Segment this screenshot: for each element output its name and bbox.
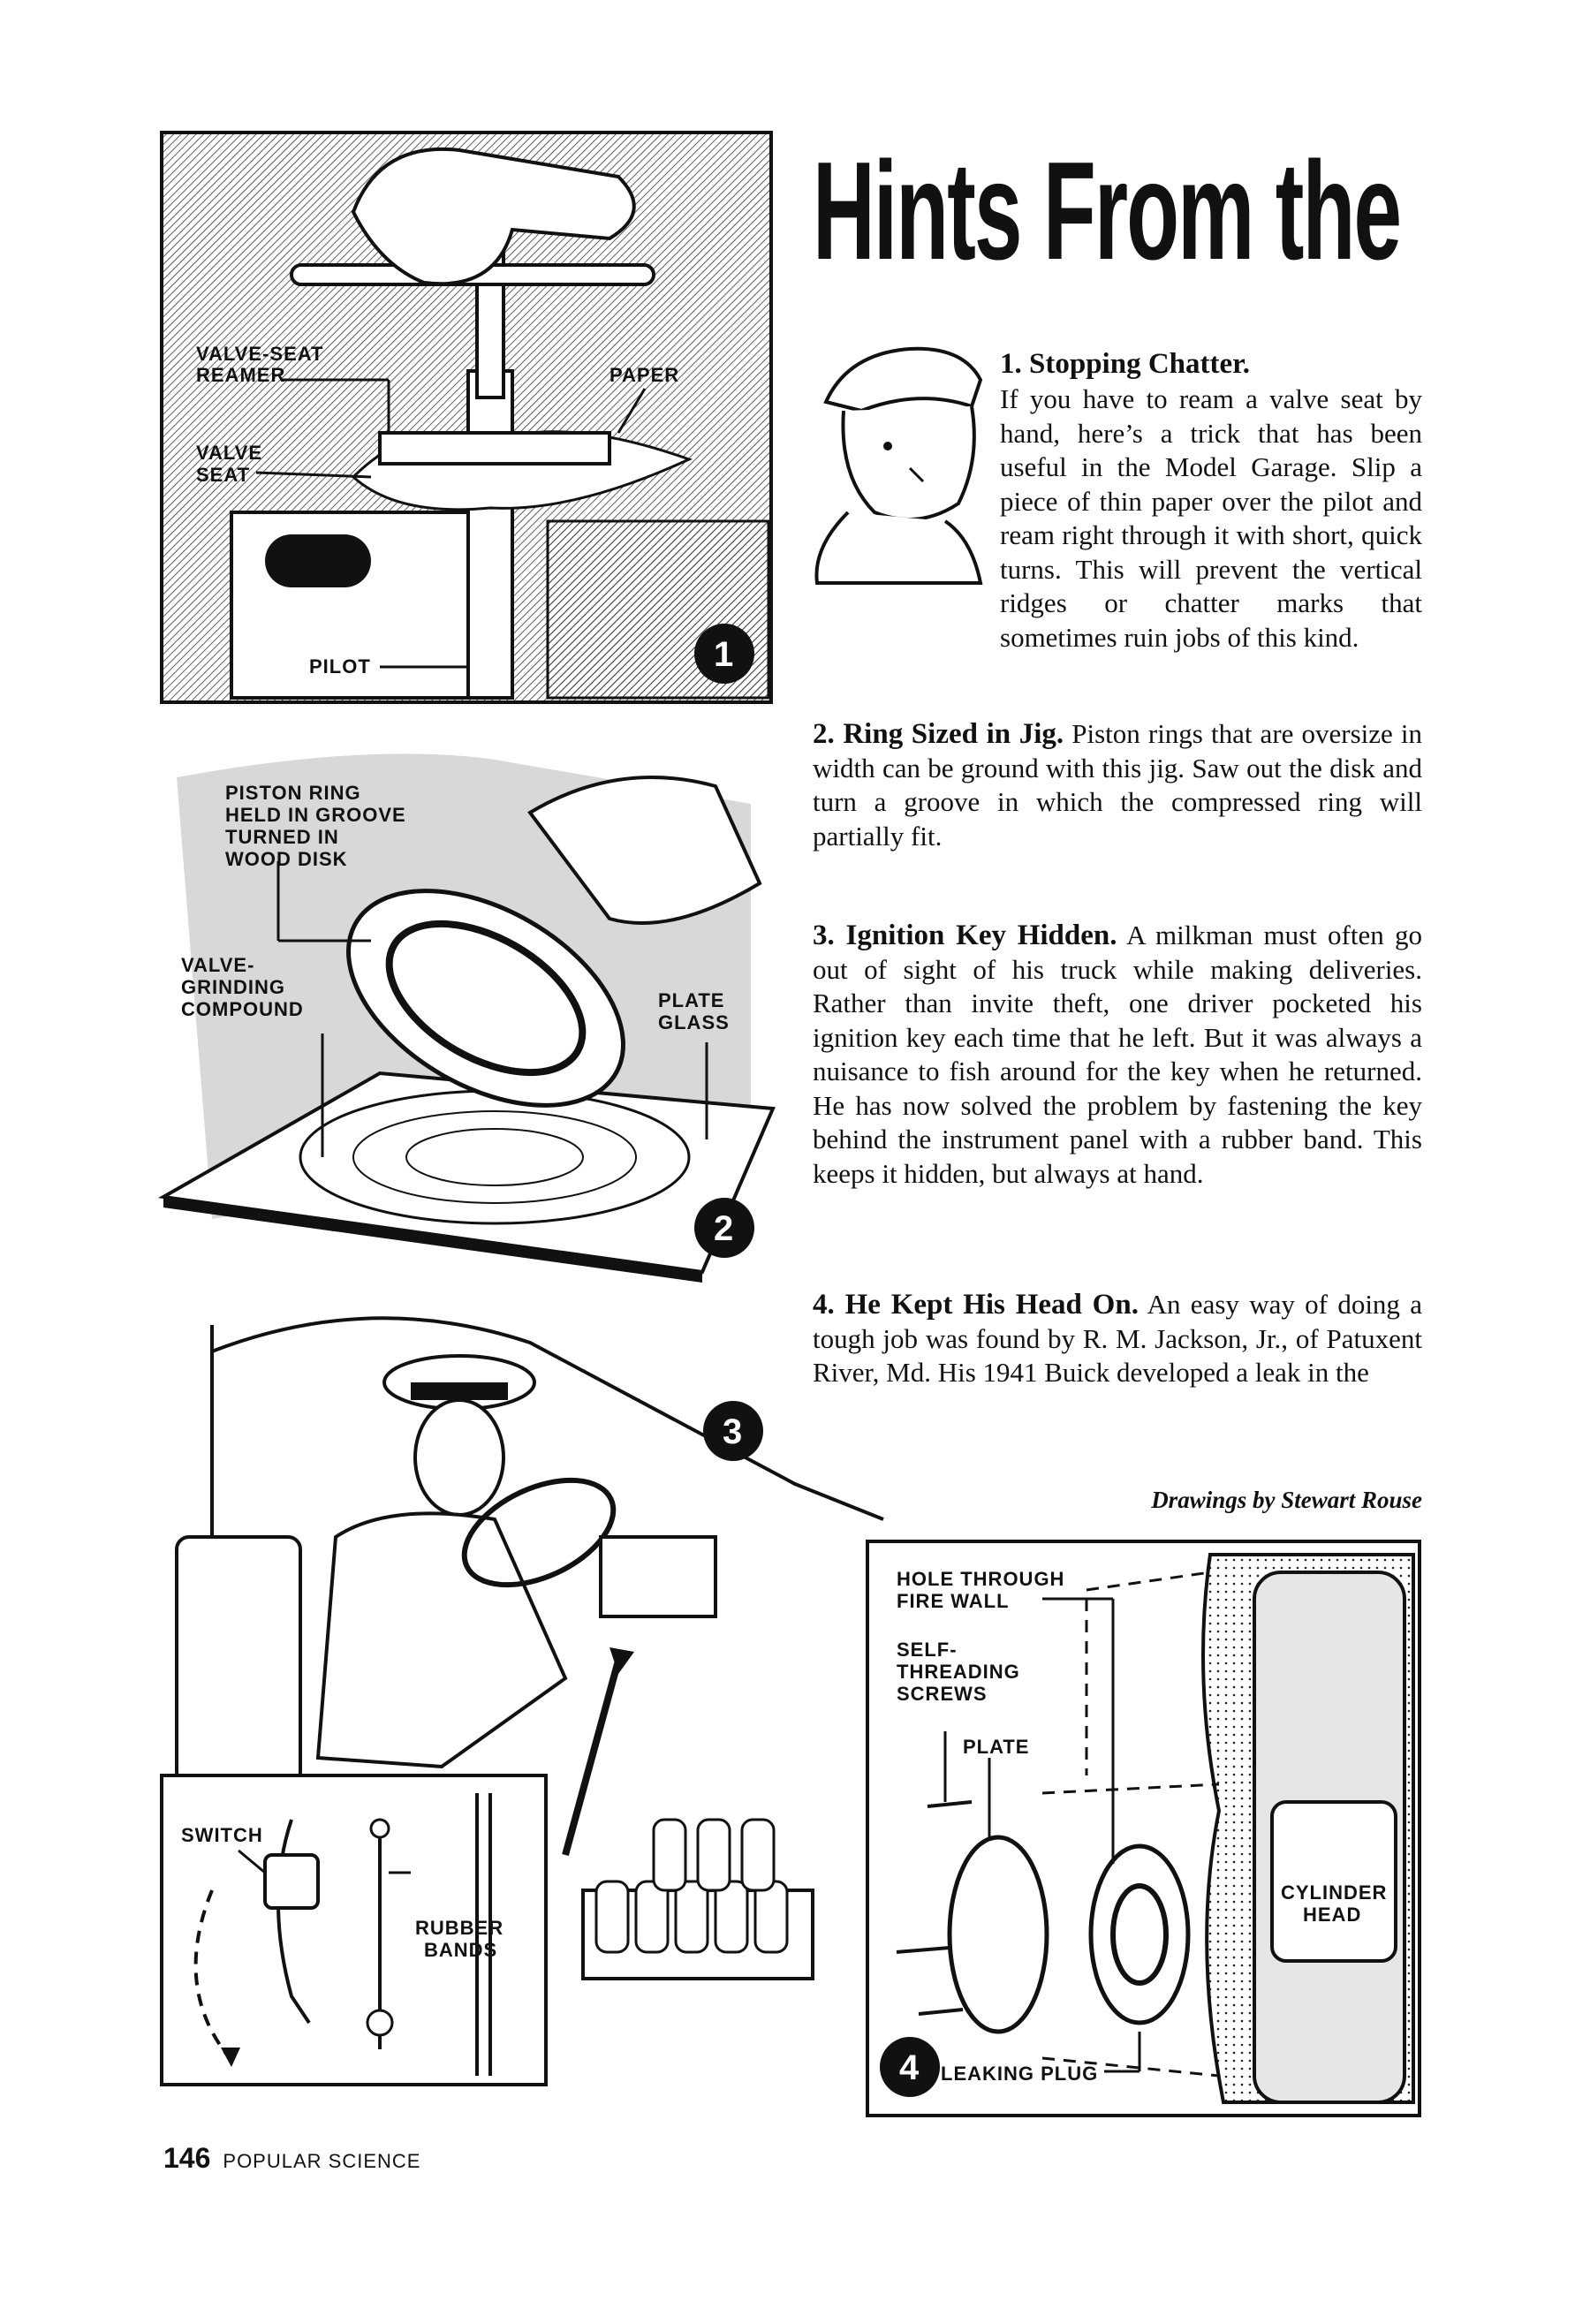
magazine-name: POPULAR SCIENCE (223, 2150, 421, 2172)
hint-body: Piston rings that are oversize in width can be ground with this jig. Saw out the disk and turn a groove in which the compressed ring will partially fit. (813, 718, 1422, 852)
label-compound-2: GRINDING (181, 976, 285, 998)
label-leaking-plug: LEAKING PLUG (941, 2063, 1099, 2085)
figure-1-number: 1 (714, 635, 734, 674)
figure-3-milk-truck (162, 1318, 883, 2085)
figure-1-valve-seat-reamer (162, 132, 771, 702)
page-title: Hints From the (813, 133, 1401, 289)
hint-body: A milkman must often go out of sight of his truck while making deliveries. Rather than invite theft, one driver pocketed his ignition key each time that he left. But it was always a nuisance to fish around for the key when he returned. He has now solved the problem by fastening the key behind the instrument panel with a rubber band. This keeps it hidden, but always at hand. (813, 920, 1423, 1189)
label-compound-3: COMPOUND (181, 998, 304, 1020)
label-plate: PLATE (963, 1736, 1030, 1758)
label-plate-glass-2: GLASS (658, 1011, 730, 1033)
label-switch: SWITCH (181, 1824, 263, 1846)
label-hole-fire-wall-1: HOLE THROUGH (897, 1568, 1065, 1590)
figure-3-number: 3 (723, 1412, 743, 1451)
hint-heading: 1. Stopping Chatter. (1000, 348, 1250, 380)
figure-2-number: 2 (714, 1209, 734, 1248)
illustration-credit: Drawings by Stewart Rouse (1151, 1487, 1422, 1513)
hint-4 (813, 1288, 1422, 1390)
label-valve-seat-reamer-2: REAMER (196, 364, 286, 386)
hint-3 (813, 919, 1422, 1191)
label-piston-ring-1: PISTON RING (225, 782, 361, 804)
mechanic-portrait (816, 349, 980, 583)
page-number: 146 (163, 2142, 211, 2174)
hint-heading: 3. Ignition Key Hidden. (813, 920, 1117, 951)
label-valve-seat-2: SEAT (196, 464, 251, 486)
figure-2-ring-jig (163, 753, 773, 1283)
label-self-threading-2: THREADING (897, 1661, 1020, 1683)
label-piston-ring-3: TURNED IN (225, 826, 339, 848)
label-self-threading-1: SELF- (897, 1639, 958, 1661)
label-piston-ring-4: WOOD DISK (225, 848, 348, 870)
label-compound-1: VALVE- (181, 954, 255, 976)
label-rubber-bands-2: BANDS (424, 1939, 498, 1961)
label-hole-fire-wall-2: FIRE WALL (897, 1590, 1010, 1612)
figure-4-leaking-plug (867, 1541, 1420, 2116)
hint-heading: 4. He Kept His Head On. (813, 1289, 1139, 1321)
label-paper: PAPER (610, 364, 680, 386)
page-footer (163, 2142, 420, 2175)
label-cylinder-head-2: HEAD (1303, 1904, 1362, 1926)
label-plate-glass-1: PLATE (658, 989, 725, 1011)
hint-1 (1000, 347, 1422, 382)
label-self-threading-3: SCREWS (897, 1683, 988, 1705)
hint-1-body (1000, 382, 1422, 655)
label-pilot: PILOT (309, 655, 371, 678)
hint-heading: 2. Ring Sized in Jig. (813, 718, 1064, 750)
hint-2 (813, 717, 1422, 853)
figure-4-number: 4 (899, 2048, 920, 2087)
label-rubber-bands-1: RUBBER (415, 1917, 504, 1939)
label-valve-seat-reamer-1: VALVE-SEAT (196, 343, 324, 365)
label-piston-ring-2: HELD IN GROOVE (225, 804, 406, 826)
label-valve-seat-1: VALVE (196, 442, 263, 464)
label-cylinder-head-1: CYLINDER (1281, 1881, 1388, 1904)
hint-body: An easy way of doing a tough job was found by R. M. Jackson, Jr., of Patuxent River, Md. His 1941 Buick developed a leak in the (813, 1289, 1423, 1388)
hint-body: If you have to ream a valve seat by hand, here’s a trick that has been useful in the Model Garage. Slip a piece of thin paper over the pilot and ream right through it with short, quick turns. This will prevent the vertical ridges or chatter marks that sometimes ruin jobs of this kind. (1000, 383, 1422, 653)
